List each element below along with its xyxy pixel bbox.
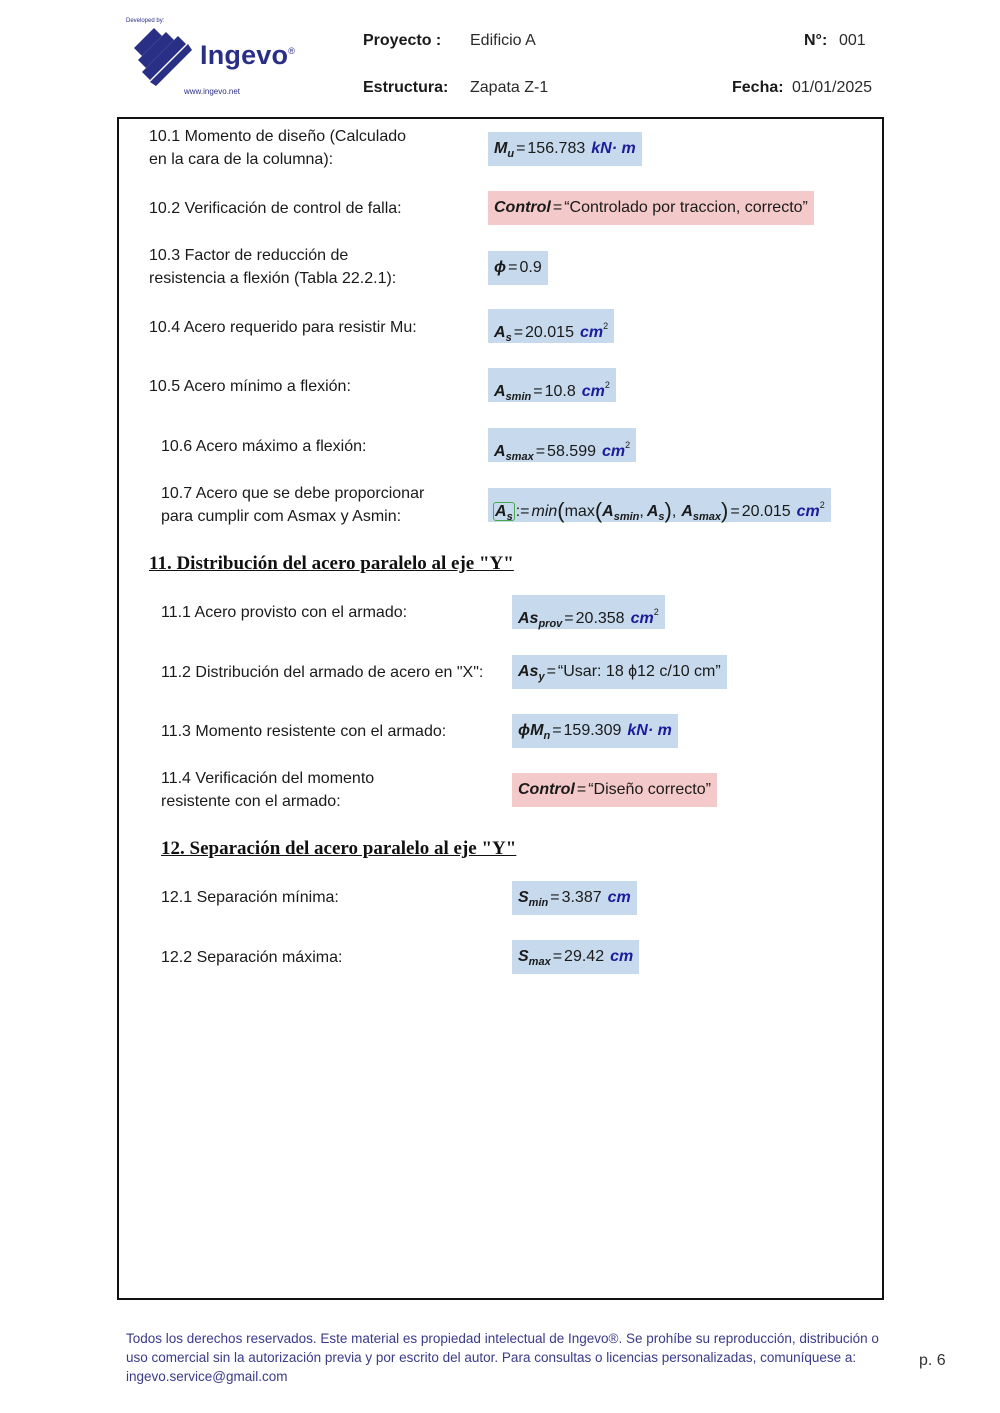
formula-as-final[interactable]: $A_s$ := $\min(\max(A_{smin}$, $A_s$), $A_{smax}) = 20.015$ $cm^2$ [488,488,831,522]
var-smin: $S_{min}$ [518,889,549,909]
result-phi[interactable]: ϕ = 0.9 [488,251,548,285]
estructura-label: Estructura: [363,79,449,96]
result-as[interactable]: $A_s = 20.015$ $cm^2$ [488,309,614,343]
var-mu: $M_u$ [494,140,515,160]
var-asmin: $A_{smin}$ [494,383,532,403]
fn-max: max [564,503,595,520]
phi-value: 0.9 [519,259,542,276]
check-momento-resistente[interactable]: Control = “Diseño correcto” [512,773,717,807]
numero-value: 001 [839,32,866,49]
page-number: p. 6 [919,1352,946,1369]
asprov-unit: $cm^2$ [630,607,659,627]
result-smin[interactable]: $S_{min} = 3.387$ cm [512,881,637,915]
result-phimn[interactable]: $\phi M_n = 159.309$ kN· m [512,714,678,748]
row-10-2-label: 10.2 Verificación de control de falla: [149,200,402,217]
asmax-unit: $cm^2$ [601,440,631,460]
var-asy: $As_y$ [518,663,545,683]
check-control-falla[interactable]: Control = “Controlado por traccion, correcto” [488,191,814,225]
row-11-2-label: 11.2 Distribución del armado de acero en "X": [161,664,484,681]
asmax-value: 58.599 [547,443,596,460]
smax-unit: cm [610,948,634,965]
mu-value: 156.783 [527,140,586,157]
as-final-value: 20.015 [741,503,791,520]
as-unit: $cm^2$ [579,321,609,341]
row-10-4-label: 10.4 Acero requerido para resistir Mu: [149,319,417,336]
phimn-value: 159.309 [563,722,622,739]
brand-url: www.ingevo.net [184,87,241,96]
fn-min: min [531,503,558,520]
proyecto-value: Edificio A [470,32,536,49]
brand-name: Ingevo® [200,40,296,70]
result-asprov[interactable]: $As_{prov} = 20.358$ $cm^2$ [512,595,665,629]
result-asmin[interactable]: $A_{smin} = 10.8$ $cm^2$ [488,368,616,402]
developed-by-label: Developed by: [126,18,165,24]
phimn-unit: kN· m [627,722,672,739]
asmin-value: 10.8 [544,383,576,400]
result-asy[interactable]: $As_y$ = “Usar: 18 ϕ12 c/10 cm” [512,655,727,689]
row-10-5-label: 10.5 Acero mínimo a flexión: [149,378,351,395]
content-frame [117,117,884,1300]
smax-value: 29.42 [564,948,605,965]
row-10-7-label: 10.7 Acero que se debe proporcionar para cumplir com Asmax y Asmin: [161,485,425,525]
asmin-unit: $cm^2$ [581,380,610,400]
var-as-editing[interactable]: $A_s$ [495,503,513,523]
var-control: Control [494,199,551,216]
row-11-3-label: 11.3 Momento resistente con el armado: [161,723,447,740]
result-asmax[interactable]: $A_{smax} = 58.599$ $cm^2$ [488,428,636,462]
var-as: $A_s$ [494,324,512,344]
as-final-unit: $cm^2$ [796,500,825,520]
asy-value: “Usar: 18 ϕ12 c/10 cm” [557,663,721,680]
mu-unit: kN· m [591,140,636,157]
as-value: 20.015 [525,324,574,341]
row-11-4-label: 11.4 Verificación del momento resistente con el armado: [161,770,375,810]
ingevo-logo-icon [134,28,192,86]
var-phimn: $\phi M_n$ [518,722,551,742]
asprov-value: 20.358 [575,610,625,627]
row-10-6-label: 10.6 Acero máximo a flexión: [161,438,367,455]
fecha-value: 01/01/2025 [792,79,873,96]
row-11-1-label: 11.1 Acero provisto con el armado: [161,604,408,621]
var-smax: $S_{max}$ [518,948,551,968]
proyecto-label: Proyecto : [363,32,442,49]
result-smax[interactable]: $S_{max} = 29.42$ cm [512,940,639,974]
var-control-2: Control [518,781,575,798]
smin-unit: cm [607,889,631,906]
row-10-3-label: 10.3 Factor de reducción de resistencia a flexión (Tabla 22.2.1): [149,247,397,287]
copyright-footer: Todos los derechos reservados. Este material es propiedad intelectual de Ingevo®. Se prohíbe su reproducción, distribución o uso comercial sin la autorización previa y por escrito del autor. Para consultas o licencias personalizadas, comuníquese a: ingevo.service@gmail.com [126,1329,886,1386]
fecha-label: Fecha: [732,79,784,96]
row-12-1-label: 12.1 Separación mínima: [161,889,339,906]
var-asprov: $As_{prov}$ [518,610,563,630]
section-11-title: 11. Distribución del acero paralelo al eje "Y" [149,553,514,574]
estructura-value: Zapata Z-1 [470,79,549,96]
row-10-1-label: 10.1 Momento de diseño (Calculado en la cara de la columna): [149,128,407,168]
var-asmax: $A_{smax}$ [494,443,534,463]
section-12-title: 12. Separación del acero paralelo al eje "Y" [161,838,517,859]
control-falla-value: “Controlado por traccion, correcto” [564,199,808,216]
contact-email[interactable]: ingevo.service@gmail.com [126,1369,288,1384]
var-phi: ϕ [494,259,507,276]
row-12-2-label: 12.2 Separación máxima: [161,949,343,966]
numero-label: N°: [804,32,828,49]
smin-value: 3.387 [561,889,602,906]
momento-check-value: “Diseño correcto” [588,781,711,798]
result-mu[interactable]: $M_u = 156.783$ kN· m [488,132,642,166]
